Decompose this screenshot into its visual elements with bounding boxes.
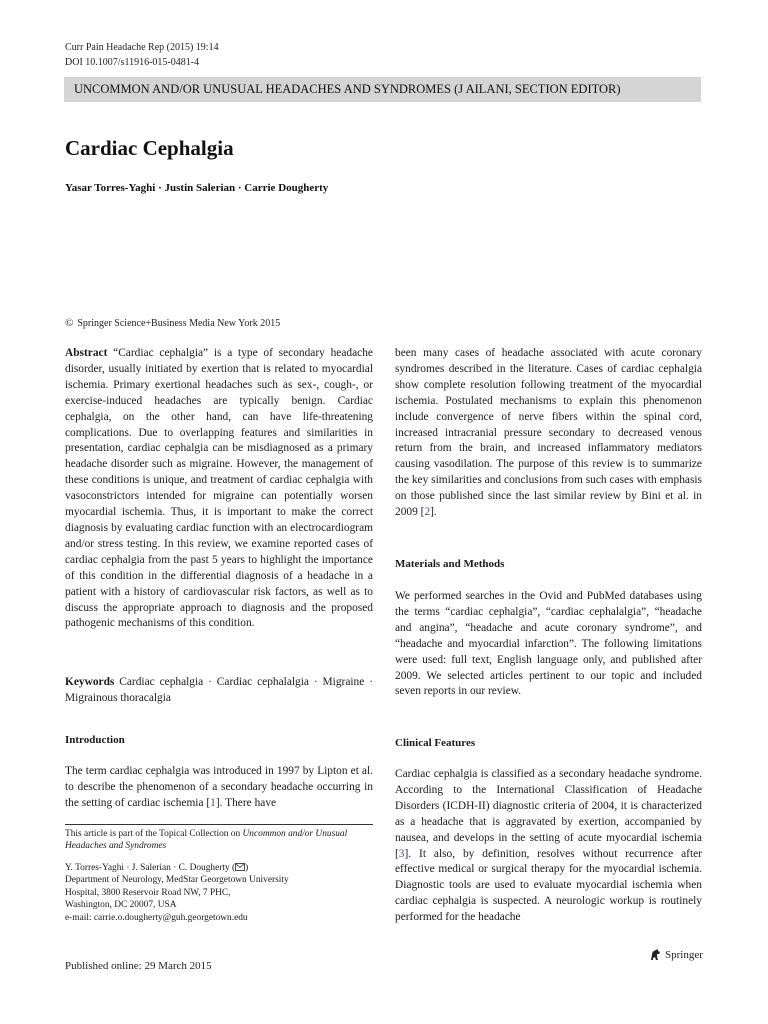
clinical-features-heading: Clinical Features bbox=[395, 737, 476, 749]
introduction-text bbox=[65, 764, 373, 812]
author-email[interactable]: e-mail: carrie.o.dougherty@guh.georgetown.edu bbox=[65, 912, 248, 923]
introduction-text-part: The term cardiac cephalgia was introduced in 1997 by Lipton et al. to describe the phenomenon of a secondary headache occurring in the setting of cardiac ischemia [ bbox=[65, 765, 373, 809]
clinical-text-part: ]. It also, by definition, resolves without recurrence after effective medical or surgical therapy for the myocardial ischemia. Diagnostic tools are used to evaluate myocardial ischemia when cardiac cephalgia is suspected. A neurologic workup is routinely performed for the headache bbox=[395, 847, 702, 924]
published-date: Published online: 29 March 2015 bbox=[65, 960, 212, 972]
introduction-continued bbox=[395, 346, 702, 521]
continued-text-part: been many cases of headache associated with acute coronary syndromes described in the literature. Cases of cardiac cephalgia show complete resolution following treatment of the myocardial ischemia. Postulated mechanisms to explain this phenomenon include convergence of nerve fibers within the spinal cord, increased intracranial pressure secondary to decreased venous return from the brain, and increased inflammatory mediators causing vasodilation. The purpose of this review is to summarize the key similarities and conclusions from such cases with emphasis on those published since the last similar review by Bini et al. in 2009 [ bbox=[395, 347, 702, 519]
keywords bbox=[65, 675, 373, 707]
reference-link-1[interactable]: 1 bbox=[210, 796, 216, 809]
reference-link-2[interactable]: 2 bbox=[424, 506, 431, 519]
affiliation-line: Washington, DC 20007, USA bbox=[65, 900, 177, 911]
abstract-label: Abstract bbox=[65, 347, 108, 359]
affiliation-line: Department of Neurology, MedStar Georgetown University bbox=[65, 875, 289, 886]
doi: DOI 10.1007/s11916-015-0481-4 bbox=[65, 57, 200, 68]
clinical-features-text bbox=[395, 767, 702, 926]
introduction-heading: Introduction bbox=[65, 734, 125, 746]
copyright-line bbox=[65, 317, 280, 329]
copyright-icon: © bbox=[65, 317, 74, 329]
copyright-text: Springer Science+Business Media New York 2015 bbox=[77, 318, 281, 329]
keywords-text: Cardiac cephalgia · Cardiac cephalalgia · Migraine · Migrainous thoracalgia bbox=[65, 676, 373, 704]
footnote-divider bbox=[65, 824, 373, 825]
author-list: Yasar Torres-Yaghi · Justin Salerian · Carrie Dougherty bbox=[65, 182, 329, 194]
author-names: Y. Torres-Yaghi · J. Salerian · C. Dougherty ( bbox=[65, 863, 236, 873]
journal-citation: Curr Pain Headache Rep (2015) 19:14 bbox=[65, 42, 219, 53]
abstract-text: “Cardiac cephalgia” is a type of secondary headache disorder, usually initiated by exertion that is related to myocardial ischemia. Primary exertional headaches such as sex-, cough-, or exercise-induced headaches are typically benign. Cardiac cephalgia, on the other hand, can have life-threatening complications. Due to overlapping features and similarities in presentation, cardiac cephalgia can be misdiagnosed as a primary headache disorder such as migraine. However, the management of these conditions is unique, and treatment of cardiac cephalgia with vasoconstrictors intended for migraine can potentially worsen myocardial ischemia. Thus, it is important to make the correct diagnosis by evaluating cardiac function with an electrocardiogram and/or stress testing. In this review, we examine reported cases of cardiac cephalgia from the past 5 years to highlight the importance of this condition in the differential diagnosis of a headache in a patient with a history of cardiovascular risk factors, as well as to discuss the appropriate approach to diagnosis and the proposed pathogenic mechanisms of this condition. bbox=[65, 347, 373, 630]
materials-methods-heading: Materials and Methods bbox=[395, 558, 505, 570]
materials-methods-paragraph: We performed searches in the Ovid and PubMed databases using the terms “cardiac cephalgia”, “cardiac cephalalgia”, “headache and angina”, “headache and acute coronary syndrome”, and “headache and myocardial infarction”. The following limitations were used: full text, English language only, and published after 2009. We selected articles pertinent to our topic and included seven reports in our review. bbox=[395, 590, 702, 698]
reference-link-3[interactable]: 3 bbox=[398, 847, 405, 860]
keywords-label: Keywords bbox=[65, 676, 115, 688]
clinical-text-part: Cardiac cephalgia is classified as a secondary headache syndrome. According to the International Classification of Headache Disorders (ICDH-II) diagnostic criteria of 2004, it is characterized as a headache that is aggravated by exertion, accompanied by nausea, and develops in the setting of acute myocardial ischemia [ bbox=[395, 768, 702, 860]
continued-text-part: ]. bbox=[430, 506, 437, 519]
affiliation-line: Hospital, 3800 Reservoir Road NW, 7 PHC, bbox=[65, 887, 231, 898]
section-banner: UNCOMMON AND/OR UNUSUAL HEADACHES AND SYNDROMES (J AILANI, SECTION EDITOR) bbox=[64, 77, 701, 102]
introduction-text-part: ]. There have bbox=[215, 796, 277, 809]
abstract bbox=[65, 346, 373, 632]
springer-horse-logo bbox=[648, 948, 662, 962]
envelope-icon[interactable] bbox=[235, 863, 245, 873]
materials-methods-text bbox=[395, 589, 702, 700]
topical-collection-note bbox=[65, 828, 373, 853]
publisher-logo bbox=[648, 948, 703, 962]
collection-name: Uncommon and/or Unusual Headaches and Syndromes bbox=[65, 829, 348, 852]
author-names-end: ) bbox=[245, 863, 249, 873]
author-affiliation bbox=[65, 862, 373, 924]
article-title: Cardiac Cephalgia bbox=[65, 136, 234, 160]
collection-prefix: This article is part of the Topical Collection on bbox=[65, 829, 243, 839]
publisher-name: Springer bbox=[665, 949, 703, 961]
